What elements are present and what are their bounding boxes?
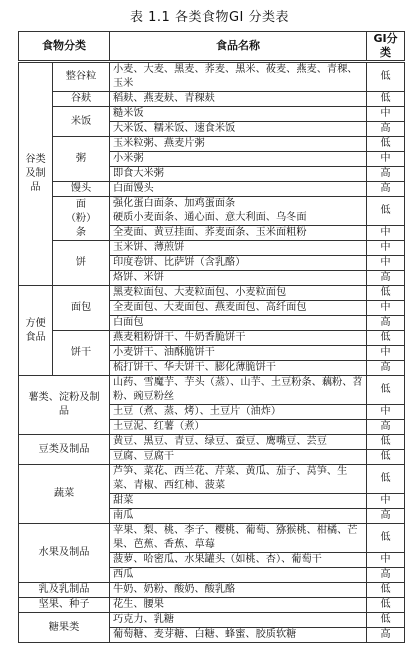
gi-value: 中 [367, 346, 405, 361]
gi-value: 低 [367, 331, 405, 346]
table-row [19, 92, 405, 107]
table-row [19, 376, 405, 405]
header-row [19, 32, 405, 62]
table-row [19, 331, 405, 346]
food-name: 强化蛋白面条、加鸡蛋面条 硬质小麦面条、通心面、意大利面、乌冬面 [110, 197, 367, 226]
table-row [19, 465, 405, 494]
food-name: 全麦面包、大麦面包、燕麦面包、高纤面包 [110, 301, 367, 316]
food-name: 大米饭、糯米饭、速食米饭 [110, 122, 367, 137]
table-row [19, 137, 405, 152]
food-name: 土豆泥、红薯（煮） [110, 420, 367, 435]
category-legumes: 豆类及制品 [19, 435, 110, 465]
gi-value: 低 [367, 524, 405, 553]
food-name: 黄豆、黑豆、青豆、绿豆、蚕豆、鹰嘴豆、芸豆 [110, 435, 367, 450]
gi-value: 高 [367, 420, 405, 435]
food-name: 黑麦粒面包、大麦粒面包、小麦粒面包 [110, 286, 367, 301]
food-name: 菠萝、哈密瓜、水果罐头（如桃、杏）、葡萄干 [110, 553, 367, 568]
gi-value: 低 [367, 613, 405, 628]
gi-value: 高 [367, 182, 405, 197]
gi-value: 中 [367, 226, 405, 241]
food-name: 山药、雪魔芋、芋头（蒸）、山芋、土豆粉条、藕粉、苕粉、豌豆粉丝 [110, 376, 367, 405]
food-name: 玉米饼、薄煎饼 [110, 241, 367, 256]
gi-value: 低 [367, 92, 405, 107]
category-vegetables: 蔬菜 [19, 465, 110, 524]
gi-value: 低 [367, 286, 405, 301]
gi-value: 高 [367, 271, 405, 286]
table-row [19, 613, 405, 628]
food-name: 花生、腰果 [110, 598, 367, 613]
header-category: 食物分类 [19, 32, 110, 62]
gi-value: 高 [367, 316, 405, 331]
food-name: 糙米饭 [110, 107, 367, 122]
gi-value: 高 [367, 122, 405, 137]
subcategory-biscuits: 饼干 [53, 331, 110, 376]
table-row [19, 182, 405, 197]
food-name: 苹果、梨、桃、李子、樱桃、葡萄、猕猴桃、柑橘、芒果、芭蕉、香蕉、草莓 [110, 524, 367, 553]
food-name: 芦笋、菜花、西兰花、芹菜、黄瓜、茄子、莴笋、生菜、青椒、西红柿、菠菜 [110, 465, 367, 494]
subcategory-porridge: 粥 [53, 137, 110, 182]
gi-value: 中 [367, 494, 405, 509]
gi-value: 低 [367, 376, 405, 405]
gi-classification-table [18, 31, 405, 643]
food-name: 即食大米粥 [110, 167, 367, 182]
category-fruits: 水果及制品 [19, 524, 110, 583]
subcategory-bran: 谷麸 [53, 92, 110, 107]
food-name: 稻麸、燕麦麸、青稞麸 [110, 92, 367, 107]
food-name: 西瓜 [110, 568, 367, 583]
table-row [19, 598, 405, 613]
gi-value: 低 [367, 435, 405, 450]
food-name: 土豆（煮、蒸、烤）、土豆片（油炸） [110, 405, 367, 420]
gi-value: 低 [367, 598, 405, 613]
table-row [19, 62, 405, 92]
subcategory-whole-grain: 整谷粒 [53, 62, 110, 92]
food-name: 梳打饼干、华夫饼干、膨化薄脆饼干 [110, 361, 367, 376]
table-row [19, 197, 405, 226]
food-name: 小麦、大麦、黑麦、荞麦、黑米、莜麦、燕麦、青稞、玉米 [110, 62, 367, 92]
table-row [19, 286, 405, 301]
category-dairy: 乳及乳制品 [19, 583, 110, 598]
subcategory-rice: 米饭 [53, 107, 110, 137]
gi-value: 低 [367, 450, 405, 465]
gi-value: 高 [367, 628, 405, 643]
gi-value: 高 [367, 509, 405, 524]
table-row [19, 435, 405, 450]
food-name: 南瓜 [110, 509, 367, 524]
gi-value: 高 [367, 568, 405, 583]
gi-value: 低 [367, 137, 405, 152]
food-name: 豆腐、豆腐干 [110, 450, 367, 465]
table-row [19, 241, 405, 256]
food-name: 白面包 [110, 316, 367, 331]
header-food-name: 食品名称 [110, 32, 367, 62]
category-nuts: 坚果、种子 [19, 598, 110, 613]
table-title: 表 1.1 各类食物GI 分类表 [130, 10, 289, 25]
subcategory-steamed-bun: 馒头 [53, 182, 110, 197]
food-name: 烙饼、米饼 [110, 271, 367, 286]
food-name: 葡萄糖、麦芽糖、白糖、蜂蜜、胶质软糖 [110, 628, 367, 643]
table-row [19, 583, 405, 598]
gi-value: 低 [367, 465, 405, 494]
gi-value: 中 [367, 152, 405, 167]
gi-value: 中 [367, 301, 405, 316]
category-tubers: 薯类、淀粉及制 品 [19, 376, 110, 435]
gi-value: 中 [367, 553, 405, 568]
gi-value: 高 [367, 167, 405, 182]
food-name: 全麦面、黄豆挂面、荞麦面条、玉米面粗粉 [110, 226, 367, 241]
food-name: 牛奶、奶粉、酸奶、酸乳酪 [110, 583, 367, 598]
food-name: 印度卷饼、比萨饼（含乳酪） [110, 256, 367, 271]
gi-value: 高 [367, 361, 405, 376]
category-convenience: 方便 食品 [19, 286, 53, 376]
gi-value: 中 [367, 405, 405, 420]
gi-value: 中 [367, 107, 405, 122]
food-name: 巧克力、乳糖 [110, 613, 367, 628]
food-name: 甜菜 [110, 494, 367, 509]
header-gi: GI分类 [367, 32, 405, 62]
food-name: 燕麦粗粉饼干、牛奶香脆饼干 [110, 331, 367, 346]
food-name: 小麦饼干、油酥脆饼干 [110, 346, 367, 361]
category-sugars: 糖果类 [19, 613, 110, 643]
gi-value: 中 [367, 256, 405, 271]
subcategory-bread: 面包 [53, 286, 110, 331]
gi-value: 低 [367, 62, 405, 92]
gi-value: 低 [367, 197, 405, 226]
gi-value: 中 [367, 241, 405, 256]
subcategory-noodles: 面 （粉） 条 [53, 197, 110, 241]
table-row [19, 107, 405, 122]
category-cereal: 谷类 及制 品 [19, 62, 53, 286]
food-name: 玉米粒粥、燕麦片粥 [110, 137, 367, 152]
food-name: 白面馒头 [110, 182, 367, 197]
gi-value: 低 [367, 583, 405, 598]
table-row [19, 524, 405, 553]
food-name: 小米粥 [110, 152, 367, 167]
subcategory-flatbread: 饼 [53, 241, 110, 286]
